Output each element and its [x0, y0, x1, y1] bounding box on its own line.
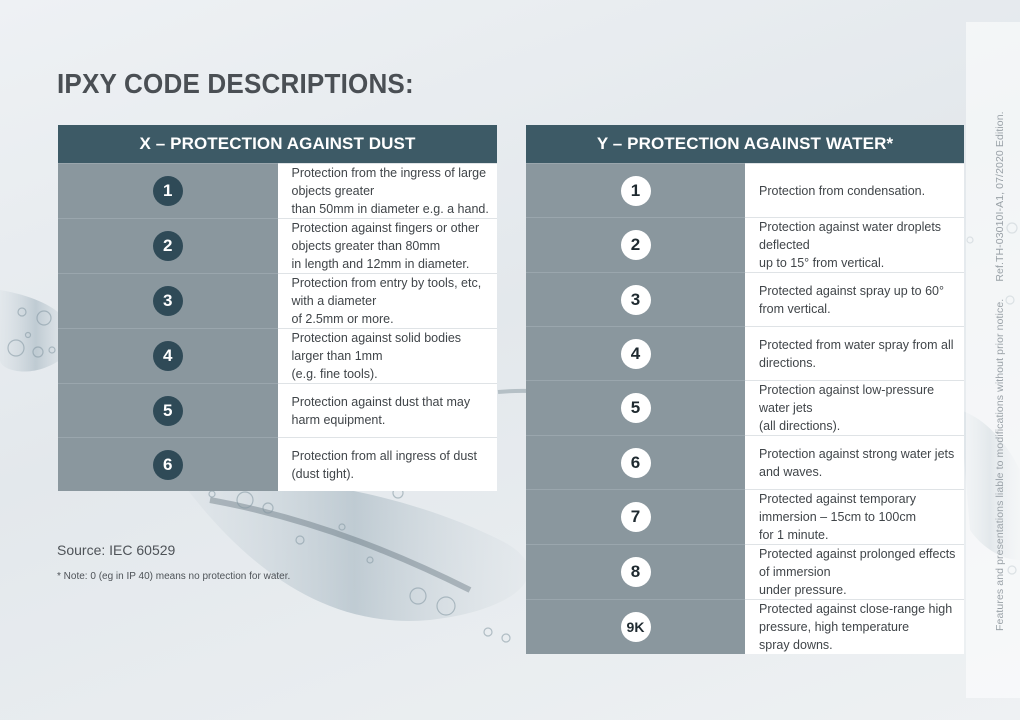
side-note-features: Features and presentations liable to modifications without prior notice. — [994, 298, 1006, 631]
water-row — [526, 218, 964, 273]
water-code-badge: 9K — [621, 612, 651, 642]
water-description: Protection from condensation. — [745, 164, 964, 218]
water-code-badge: 6 — [621, 448, 651, 478]
water-description: Protected from water spray from all directions. — [745, 327, 964, 381]
right-margin-strip — [966, 22, 1020, 698]
water-row — [526, 600, 964, 655]
water-description: Protected against temporary immersion – 15cm to 100cm for 1 minute. — [745, 490, 964, 545]
dust-row — [58, 219, 497, 274]
side-legal-note — [994, 97, 1006, 631]
dust-code-badge: 1 — [153, 176, 183, 206]
water-code-badge: 7 — [621, 502, 651, 532]
water-row — [526, 164, 964, 218]
dust-code-badge: 3 — [153, 286, 183, 316]
dust-code-badge: 2 — [153, 231, 183, 261]
dust-row — [58, 384, 497, 438]
water-row — [526, 490, 964, 545]
side-note-reference: Ref.TH-03010I-A1, 07/2020 Edition. — [994, 111, 1006, 282]
water-row — [526, 436, 964, 490]
water-code-badge: 3 — [621, 285, 651, 315]
dust-description: Protection against dust that may harm equipment. — [278, 384, 498, 438]
dust-description: Protection from all ingress of dust (dust tight). — [278, 438, 498, 492]
water-code-badge: 2 — [621, 230, 651, 260]
dust-table-header: X – PROTECTION AGAINST DUST — [58, 125, 497, 164]
dust-code-badge: 6 — [153, 450, 183, 480]
page-title: IPXY CODE DESCRIPTIONS: — [57, 68, 414, 99]
footnote: * Note: 0 (eg in IP 40) means no protection for water. — [57, 571, 291, 582]
dust-description: Protection against solid bodies larger than 1mm (e.g. fine tools). — [278, 329, 498, 384]
water-description: Protection against strong water jets and waves. — [745, 436, 964, 490]
water-row — [526, 273, 964, 327]
water-description: Protected against close-range high pressure, high temperature spray downs. — [745, 600, 964, 655]
dust-description: Protection from the ingress of large objects greater than 50mm in diameter e.g. a hand. — [278, 164, 498, 219]
dust-row — [58, 329, 497, 384]
water-description: Protection against water droplets deflected up to 15° from vertical. — [745, 218, 964, 273]
water-code-badge: 4 — [621, 339, 651, 369]
dust-code-badge: 5 — [153, 396, 183, 426]
water-description: Protected against spray up to 60° from vertical. — [745, 273, 964, 327]
water-code-badge: 5 — [621, 393, 651, 423]
water-protection-table — [526, 125, 964, 654]
water-row — [526, 545, 964, 600]
dust-description: Protection against fingers or other objects greater than 80mm in length and 12mm in diameter. — [278, 219, 498, 274]
water-row — [526, 381, 964, 436]
dust-description: Protection from entry by tools, etc, with a diameter of 2.5mm or more. — [278, 274, 498, 329]
dust-row — [58, 164, 497, 219]
water-code-badge: 8 — [621, 557, 651, 587]
water-code-badge: 1 — [621, 176, 651, 206]
water-description: Protection against low-pressure water jets (all directions). — [745, 381, 964, 436]
water-table-header: Y – PROTECTION AGAINST WATER* — [526, 125, 964, 164]
water-description: Protected against prolonged effects of immersion under pressure. — [745, 545, 964, 600]
dust-code-badge: 4 — [153, 341, 183, 371]
dust-row — [58, 274, 497, 329]
water-row — [526, 327, 964, 381]
dust-protection-table — [58, 125, 497, 491]
source-citation: Source: IEC 60529 — [57, 542, 176, 558]
dust-row — [58, 438, 497, 492]
